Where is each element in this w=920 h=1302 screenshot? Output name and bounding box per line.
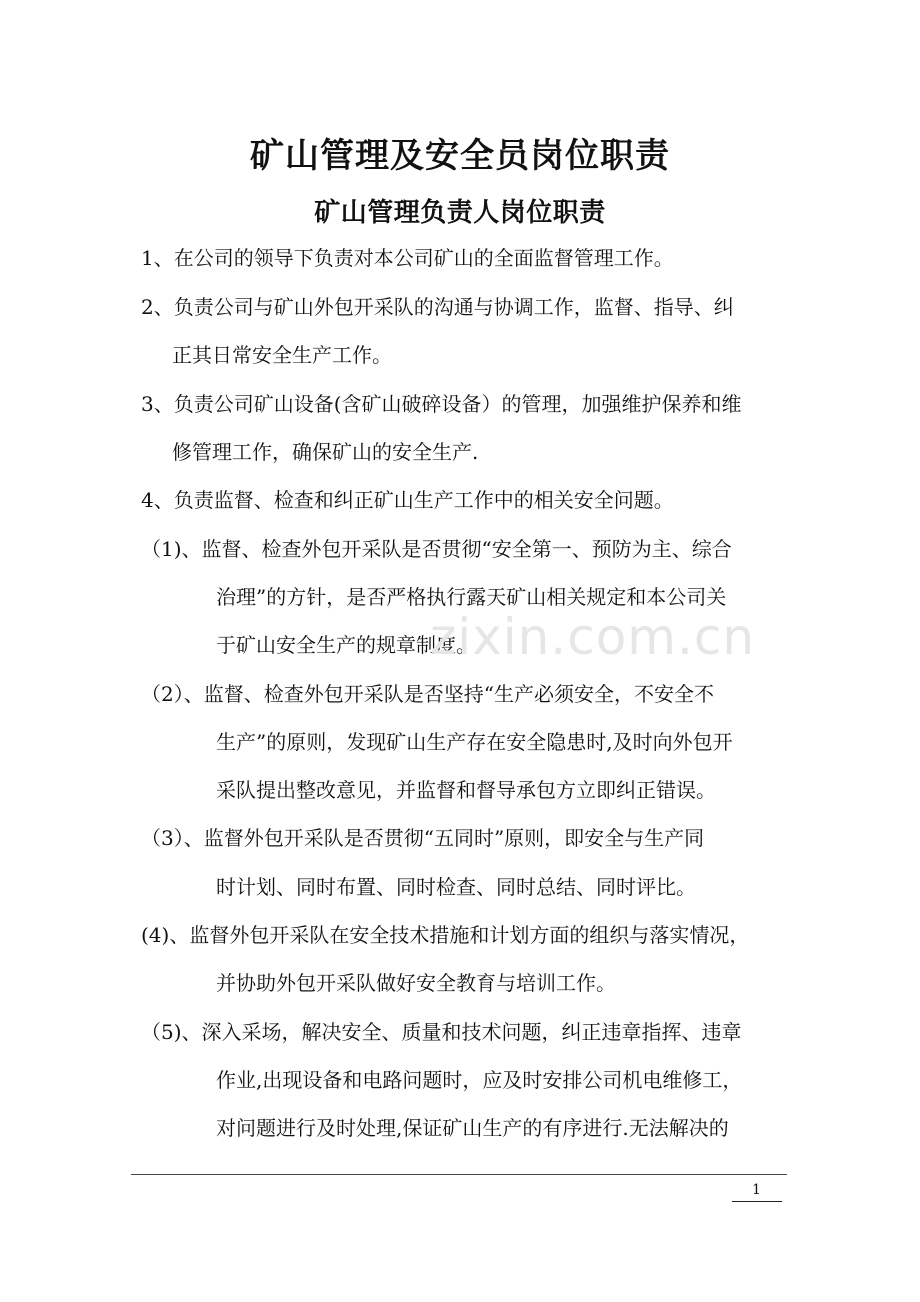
sub-item-2-cont: 生产”的原则，发现矿山生产存在安全隐患时,及时向外包开	[216, 730, 733, 754]
sub-item-5: （5)、深入采场，解决安全、质量和技术问题，纠正违章指挥、违章	[141, 1020, 742, 1044]
sub-item-5-cont: 对问题进行及时处理,保证矿山生产的有序进行.无法解决的	[216, 1116, 729, 1140]
sub-item-1: （1)、监督、检查外包开采队是否贯彻“安全第一、预防为主、综合	[141, 537, 732, 561]
page-number: 1	[752, 1182, 761, 1198]
sub-item-3: （3）、监督外包开采队是否贯彻“五同时”原则，即安全与生产同	[141, 826, 705, 850]
duty-item-1: 1、在公司的领导下负责对本公司矿山的全面监督管理工作。	[141, 246, 674, 270]
duty-item-2-cont: 正其日常安全生产工作。	[172, 343, 392, 367]
sub-item-1-cont: 治理”的方针，是否严格执行露天矿山相关规定和本公司关	[216, 585, 727, 609]
sub-item-1-cont: 于矿山安全生产的规章制度。	[216, 633, 476, 657]
duty-item-2: 2、负责公司与矿山外包开采队的沟通与协调工作，监督、指导、纠	[141, 295, 734, 319]
footer-divider	[131, 1174, 787, 1175]
duty-item-3: 3、负责公司矿山设备(含矿山破碎设备）的管理，加强维护保养和维	[141, 392, 742, 416]
document-title: 矿山管理及安全员岗位职责	[250, 136, 670, 176]
sub-item-2-cont: 采队提出整改意见，并监督和督导承包方立即纠正错误。	[216, 778, 716, 802]
sub-item-5-cont: 作业,出现设备和电路问题时，应及时安排公司机电维修工，	[216, 1068, 743, 1092]
sub-item-2: （2）、监督、检查外包开采队是否坚持“生产必须安全，不安全不	[141, 682, 714, 706]
sub-item-4-cont: 并协助外包开采队做好安全教育与培训工作。	[216, 971, 616, 995]
section-heading: 矿山管理负责人岗位职责	[314, 198, 606, 228]
watermark: zixin.com.cn	[430, 608, 756, 666]
sub-item-3-cont: 时计划、同时布置、同时检查、同时总结、同时评比。	[216, 875, 696, 899]
page-number-underline	[732, 1201, 782, 1202]
duty-item-4: 4、负责监督、检查和纠正矿山生产工作中的相关安全问题。	[141, 488, 674, 512]
sub-item-4: (4)、监督外包开采队在安全技术措施和计划方面的组织与落实情况，	[141, 923, 750, 947]
duty-item-3-cont: 修管理工作，确保矿山的安全生产.	[172, 440, 479, 464]
